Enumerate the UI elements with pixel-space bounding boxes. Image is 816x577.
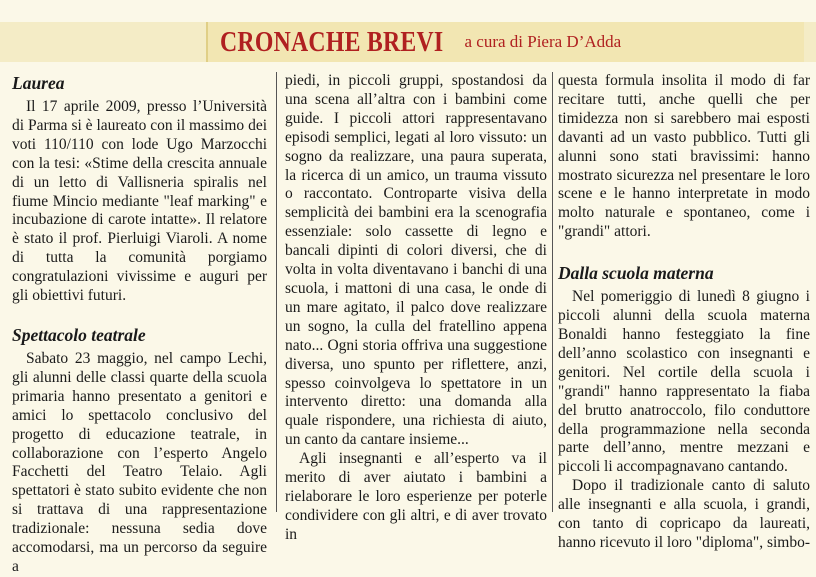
laurea-text: Il 17 aprile 2009, presso l’Università di Parma si è laureato con il massimo dei voti 110/110 con lode Ugo Marzocchi con la tesi: «Stime della crescita annuale di un letto di Vallisneria spiralis nel fiume Mincio mediante "leaf marking" e incubazione di carote intatte». Il relatore è stato il prof. Pierluigi Viaroli. A nome di tutta la comunità porgiamo congratulazioni vivissime e auguri per gli obiettivi futuri. bbox=[12, 98, 267, 305]
column-divider bbox=[276, 72, 277, 512]
page-title: CRONACHE BREVI bbox=[220, 25, 444, 58]
spettacolo-text-continued: piedi, in piccoli gruppi, spostandosi da una scena all’altra con i bambini come guide. I piccoli attori rappresentavano episodi semplici, legati al loro vissuto: un sogno da realizzare, una paura superata, la ricerca di un amico, un trauma vissuto o raccontato. Controparte visiva della semplicità dei bambini era la scenografia essenziale: solo cassette di legno e bancali dipinti di colori diversi, che di volta in volta diventavano i banchi di una scuola, i mattoni di una casa, le onde di un mare agitato, il palco dove realizzare un sogno, la culla del fratellino appena nato... Ogni storia offriva una suggestione diversa, uno spunto per riflettere, anzi, spesso coinvolgeva lo spettatore in un intervento diretto: una domanda alla quale rispondere, una richiesta di aiuto, un canto da cantare insieme... bbox=[285, 72, 547, 449]
page-header bbox=[0, 0, 816, 72]
column-2 bbox=[285, 72, 547, 543]
spacer bbox=[558, 242, 810, 262]
spettacolo-text-end: questa formula insolita il modo di far recitare tutti, anche quelli che per timidezza non si sarebbero mai esposti davanti ad un vasto pubblico. Tutti gli alunni sono stati bravissimi: hanno mostrato sicurezza nel presentare le loro scene e le hanno interpretate in modo molto naturale e spontaneo, come i "grandi" attori. bbox=[558, 72, 810, 241]
materna-text-2: Dopo il tradizionale canto di saluto alle insegnanti e alla scuola, i grandi, con tanto di copricapo da laureati, hanno ricevuto il loro "diploma", simbo- bbox=[558, 477, 811, 551]
spettacolo-text: Sabato 23 maggio, nel campo Lechi, gli alunni delle classi quarte della scuola primaria hanno presentato a genitori e amici lo spettacolo conclusivo del progetto di educazione teatrale, in collaborazione con l’esperto Angelo Facchetti del Teatro Telaio. Agli spettatori è stato subito evidente che non si trattava di una rappresentazione tradizionale: nessuna sedia dove accomodarsi, ma un percorso da seguire a bbox=[12, 349, 267, 575]
spettacolo-text-paragraph: Agli insegnanti e all’esperto va il merito di aver aiutato i bambini a rielaborare le loro esperienze per poterle condividere con gli altri, e di aver trovato in bbox=[285, 450, 547, 543]
column-divider bbox=[552, 72, 553, 512]
section-title-laurea: Laurea bbox=[12, 73, 65, 93]
column-3 bbox=[558, 72, 811, 551]
materna-text-1: Nel pomeriggio di lunedì 8 giugno i piccoli alunni della scuola materna Bonaldi hanno festeggiato la fine dell’anno scolastico con insegnanti e genitori. Nel cortile della scuola i "grandi" hanno rappresentato la fiaba del brutto anatroccolo, filo conduttore della programmazione nella seconda parte dell’anno, mentre mezzani e piccoli li accompagnavano cantando. bbox=[558, 288, 810, 476]
title-box bbox=[206, 22, 804, 62]
column-1 bbox=[12, 72, 267, 575]
section-title-materna: Dalla scuola materna bbox=[558, 263, 714, 284]
page-subtitle: a cura di Piera D’Adda bbox=[464, 32, 622, 51]
section-title-spettacolo: Spettacolo teatrale bbox=[12, 324, 146, 345]
spacer bbox=[12, 306, 267, 324]
